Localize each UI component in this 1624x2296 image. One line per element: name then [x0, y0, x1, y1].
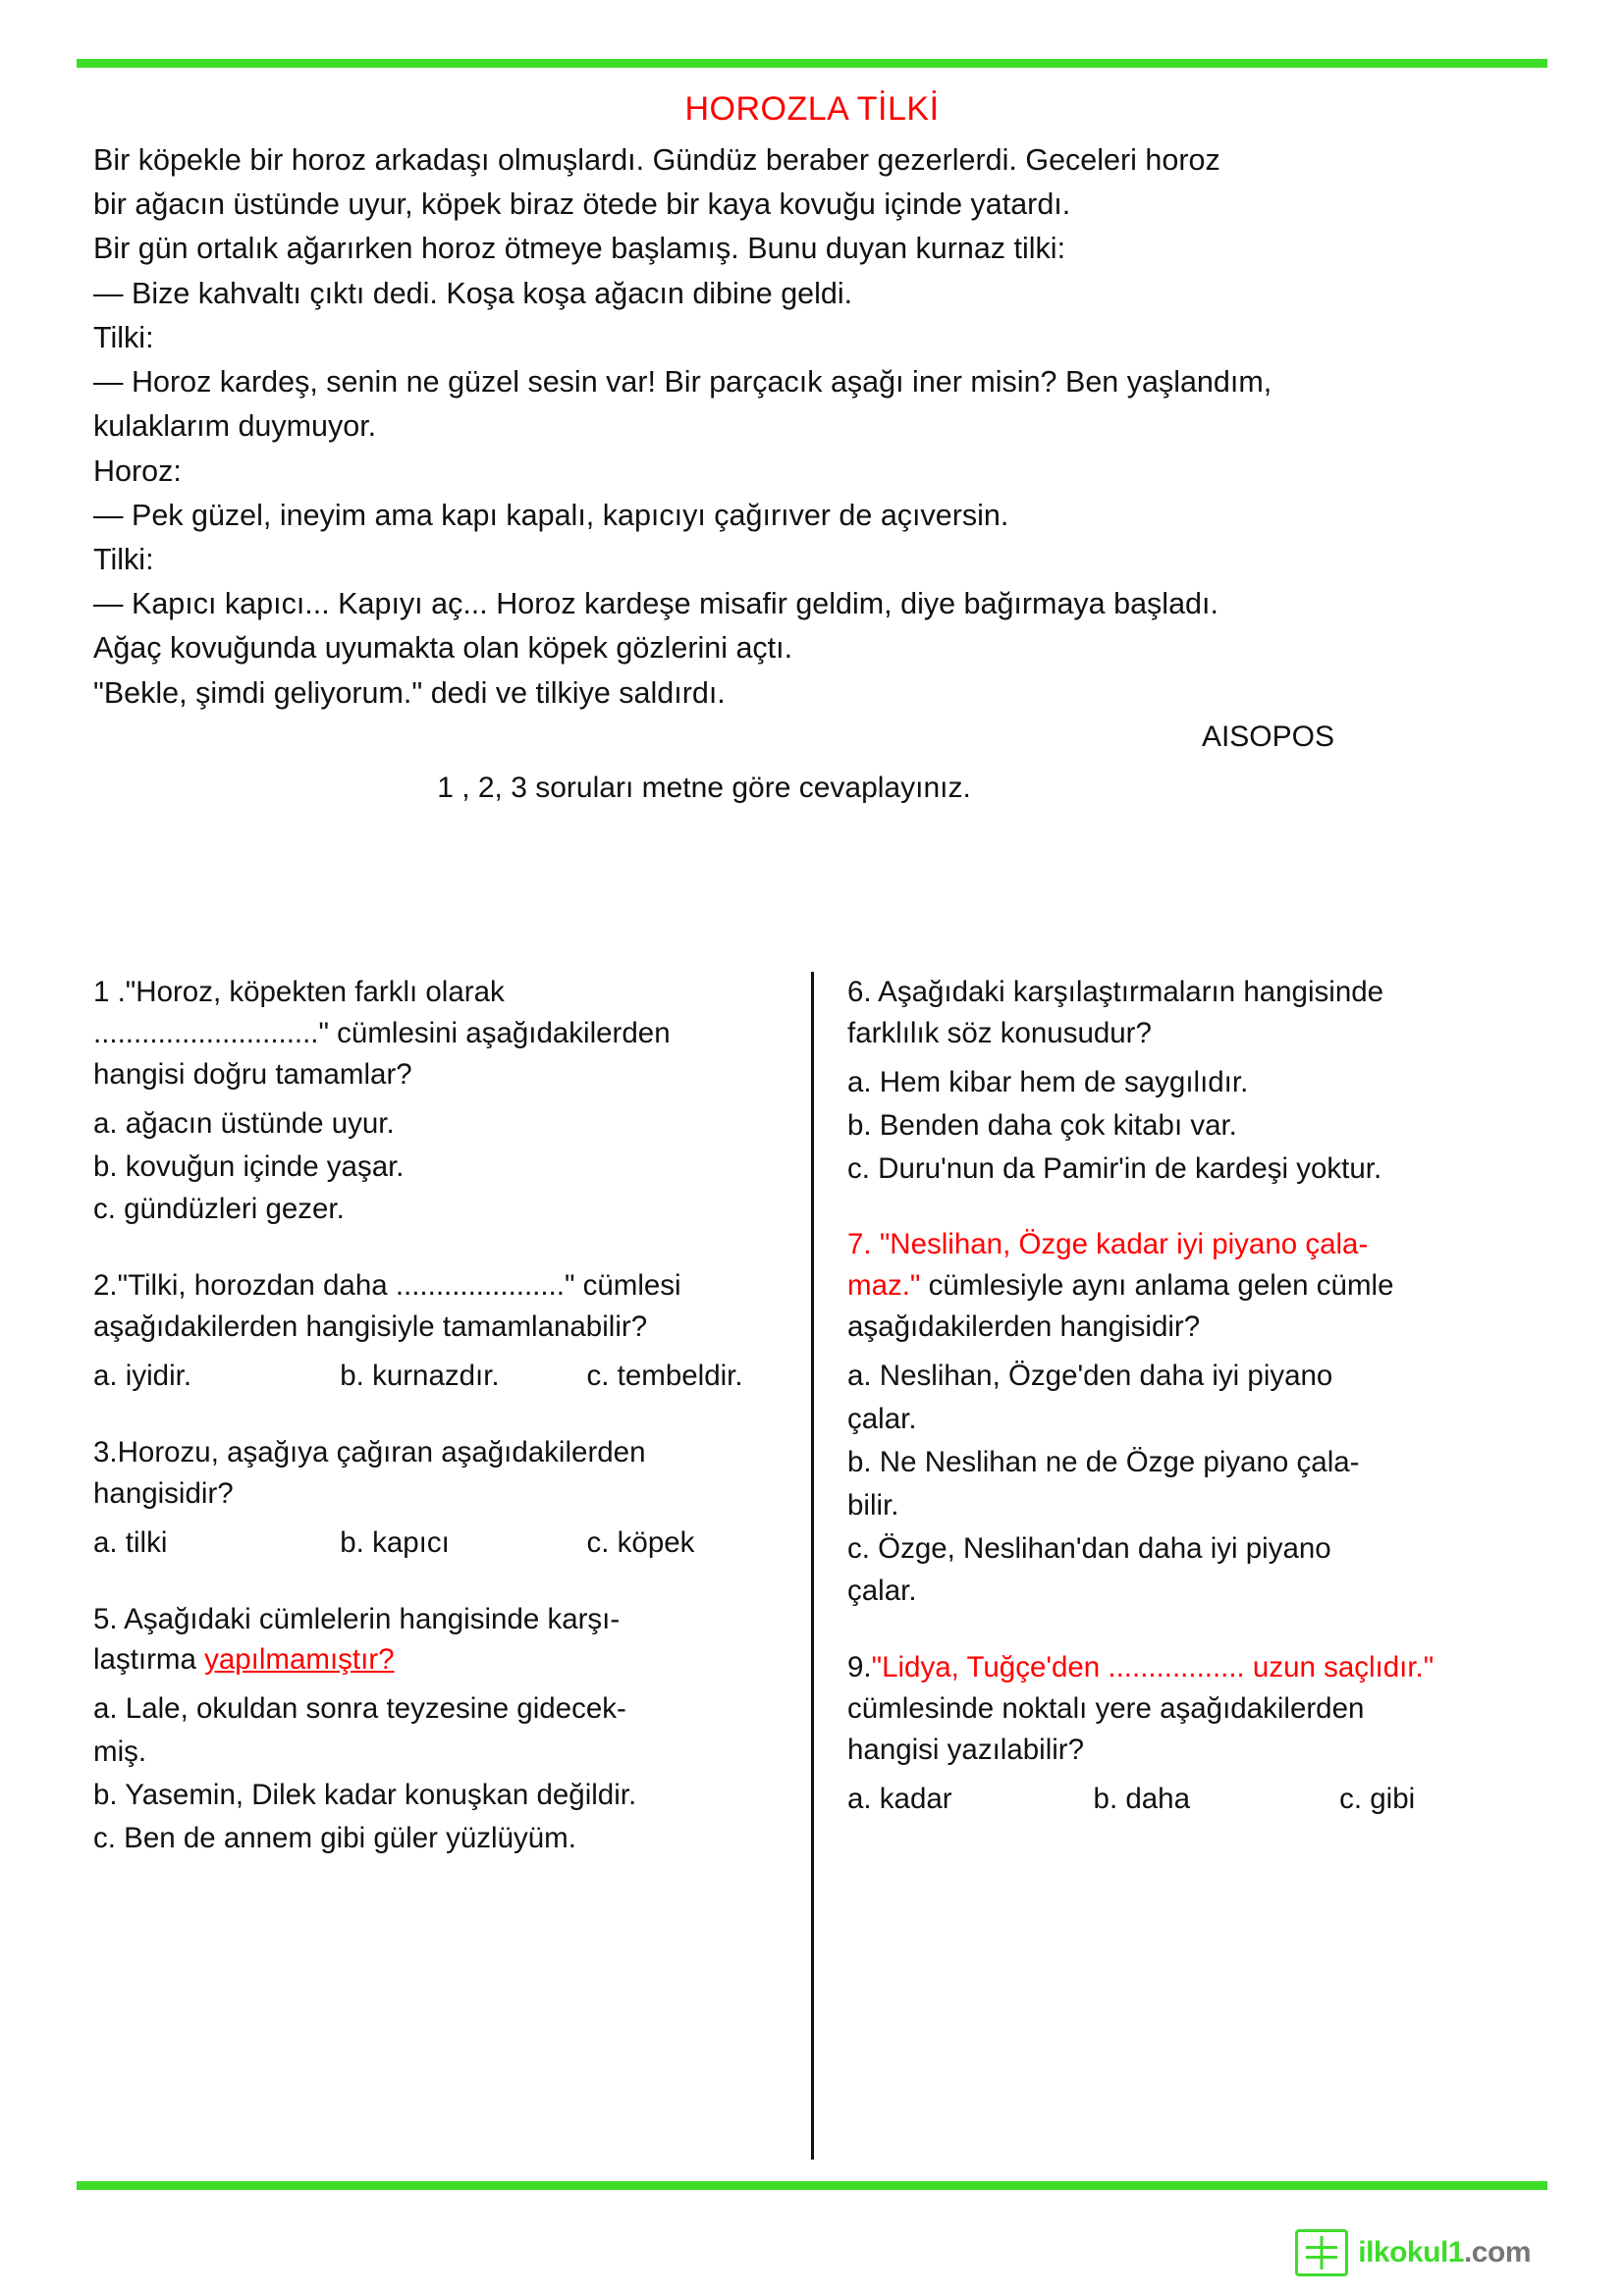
question-2-stem: 2."Tilki, horozdan daha ....................." cümlesi aşağıdakilerden hangisiyle tamamlanabilir?: [93, 1269, 681, 1344]
question-9-stem-highlight: "Lidya, Tuğçe'den ................. uzun saçlıdır.": [871, 1651, 1435, 1684]
story-line: bir ağacın üstünde uyur, köpek biraz ötede bir kaya kovuğu içinde yatardı.: [93, 187, 1071, 222]
brand-text: [1358, 2236, 1531, 2269]
question-5-option-b[interactable]: b. Yasemin, Dilek kadar konuşkan değildir.: [93, 1779, 637, 1811]
question-5: [93, 1599, 779, 1859]
brand-name: ilkokul1: [1358, 2236, 1464, 2269]
story-line: kulaklarım duymuyor.: [93, 409, 377, 444]
story-line: Bir köpekle bir horoz arkadaşı olmuşlardı. Gündüz beraber gezerlerdi. Geceleri horoz: [93, 143, 1220, 177]
bottom-divider-rule: [77, 2181, 1547, 2190]
question-7-stem-highlight-2: maz.": [847, 1269, 921, 1303]
right-question-column: [812, 972, 1531, 1865]
question-5-option-c[interactable]: c. Ben de annem gibi güler yüzlüyüm.: [93, 1821, 576, 1854]
question-9-option-b[interactable]: b. daha: [1093, 1782, 1190, 1815]
question-3-stem: 3.Horozu, aşağıya çağıran aşağıdakilerden hangisidir?: [93, 1435, 646, 1510]
question-7-option-b[interactable]: b. Ne Neslihan ne de Özge piyano çala-: [847, 1445, 1360, 1478]
question-7-option-b-cont: bilir.: [847, 1488, 899, 1522]
reading-passage-section: [93, 90, 1531, 805]
question-5-stem: 5. Aşağıdaki cümlelerin hangisinde karşı- laştırma yapılmamıştır?: [93, 1602, 621, 1677]
question-3-option-b[interactable]: b. kapıcı: [340, 1525, 450, 1559]
question-3-option-c[interactable]: c. köpek: [586, 1525, 695, 1559]
left-question-column: [93, 972, 812, 1865]
site-branding: [1295, 2229, 1531, 2276]
question-7-stem: 7. "Neslihan, Özge kadar iyi piyano çala- maz." cümlesiyle aynı anlama gelen cümle aşağıdakilerden hangisidir?: [847, 1228, 1394, 1344]
instruction-line: 1 , 2, 3 soruları metne göre cevaplayınız.: [437, 771, 971, 804]
spacer: [93, 1236, 779, 1265]
question-2-option-a[interactable]: a. iyidir.: [93, 1360, 192, 1392]
story-line: Horoz:: [93, 454, 182, 488]
question-3-options: [93, 1522, 779, 1564]
question-2-option-b[interactable]: b. kurnazdır.: [340, 1360, 500, 1392]
question-7-number: 7.: [847, 1228, 880, 1261]
question-9: [847, 1647, 1531, 1820]
spacer: [93, 1403, 779, 1432]
question-1-option-a[interactable]: a. ağacın üstünde uyur.: [93, 1106, 395, 1140]
top-divider-rule: [77, 59, 1547, 68]
spacer: [847, 1618, 1531, 1647]
spacer: [847, 1195, 1531, 1224]
question-1: [93, 972, 779, 1230]
question-9-option-a[interactable]: a. kadar: [847, 1782, 952, 1815]
spacer: [93, 1570, 779, 1599]
question-6-stem: 6. Aşağıdaki karşılaştırmaların hangisinde farklılık söz konusudur?: [847, 976, 1384, 1049]
question-5-stem-plain: laştırma: [93, 1643, 205, 1677]
question-9-stem: 9."Lidya, Tuğçe'den ................. uzun saçlıdır." cümlesinde noktalı yere aşağıdakilerden hangisi yazılabilir?: [847, 1651, 1435, 1766]
story-line: — Kapıcı kapıcı... Kapıyı aç... Horoz kardeşe misafir geldim, diye bağırmaya başladı.: [93, 587, 1218, 621]
story-line: Tilki:: [93, 320, 154, 354]
question-2-options: [93, 1356, 779, 1397]
story-line: Ağaç kovuğunda uyumakta olan köpek gözlerini açtı.: [93, 631, 793, 666]
story-text: [93, 138, 1531, 715]
questions-area: [93, 972, 1531, 1865]
brand-domain: .com: [1463, 2236, 1531, 2269]
story-line: Bir gün ortalık ağarırken horoz ötmeye başlamış. Bunu duyan kurnaz tilki:: [93, 232, 1066, 266]
question-2: [93, 1265, 779, 1397]
question-6-option-a[interactable]: a. Hem kibar hem de saygılıdır.: [847, 1065, 1249, 1098]
question-9-number: 9.: [847, 1651, 872, 1684]
question-5-option-a-cont: miş.: [93, 1735, 147, 1769]
question-7-option-c-cont: çalar.: [847, 1575, 917, 1608]
question-6-option-b[interactable]: b. Benden daha çok kitabı var.: [847, 1108, 1237, 1142]
question-6: [847, 972, 1531, 1189]
open-book-icon: [1295, 2229, 1348, 2276]
author-credit: AISOPOS: [1201, 720, 1334, 753]
question-6-option-c[interactable]: c. Duru'nun da Pamir'in de kardeşi yoktur.: [847, 1151, 1382, 1185]
question-7-option-c[interactable]: c. Özge, Neslihan'dan daha iyi piyano: [847, 1531, 1331, 1565]
question-9-option-c[interactable]: c. gibi: [1339, 1782, 1416, 1815]
story-line: — Horoz kardeş, senin ne güzel sesin var! Bir parçacık aşağı iner misin? Ben yaşlandım,: [93, 365, 1272, 400]
question-3: [93, 1432, 779, 1564]
question-3-option-a[interactable]: a. tilki: [93, 1525, 168, 1559]
question-7-option-a[interactable]: a. Neslihan, Özge'den daha iyi piyano: [847, 1360, 1333, 1392]
story-line: — Pek güzel, ineyim ama kapı kapalı, kapıcıyı çağırıver de açıversin.: [93, 498, 1009, 532]
question-9-options: [847, 1779, 1531, 1820]
story-line: "Bekle, şimdi geliyorum." dedi ve tilkiye saldırdı.: [93, 675, 726, 710]
question-7-stem-highlight-1: "Neslihan, Özge kadar iyi piyano çala-: [879, 1228, 1369, 1261]
question-1-option-b[interactable]: b. kovuğun içinde yaşar.: [93, 1149, 405, 1183]
question-1-stem: 1 ."Horoz, köpekten farklı olarak ............................" cümlesini aşağıdakilerden hangisi doğru tamamlar?: [93, 976, 671, 1091]
page-title: HOROZLA TİLKİ: [684, 90, 940, 128]
question-7: [847, 1224, 1531, 1612]
story-line: — Bize kahvaltı çıktı dedi. Koşa koşa ağacın dibine geldi.: [93, 276, 853, 310]
question-5-stem-highlight: yapılmamıştır?: [204, 1643, 395, 1677]
story-line: Tilki:: [93, 542, 154, 576]
question-1-option-c[interactable]: c. gündüzleri gezer.: [93, 1193, 345, 1226]
question-2-option-c[interactable]: c. tembeldir.: [586, 1360, 743, 1392]
question-7-stem-rest: cümlesiyle aynı anlama gelen cümle: [920, 1269, 1394, 1303]
question-5-option-a[interactable]: a. Lale, okuldan sonra teyzesine gidecek-: [93, 1692, 626, 1726]
question-7-option-a-cont: çalar.: [847, 1402, 917, 1435]
